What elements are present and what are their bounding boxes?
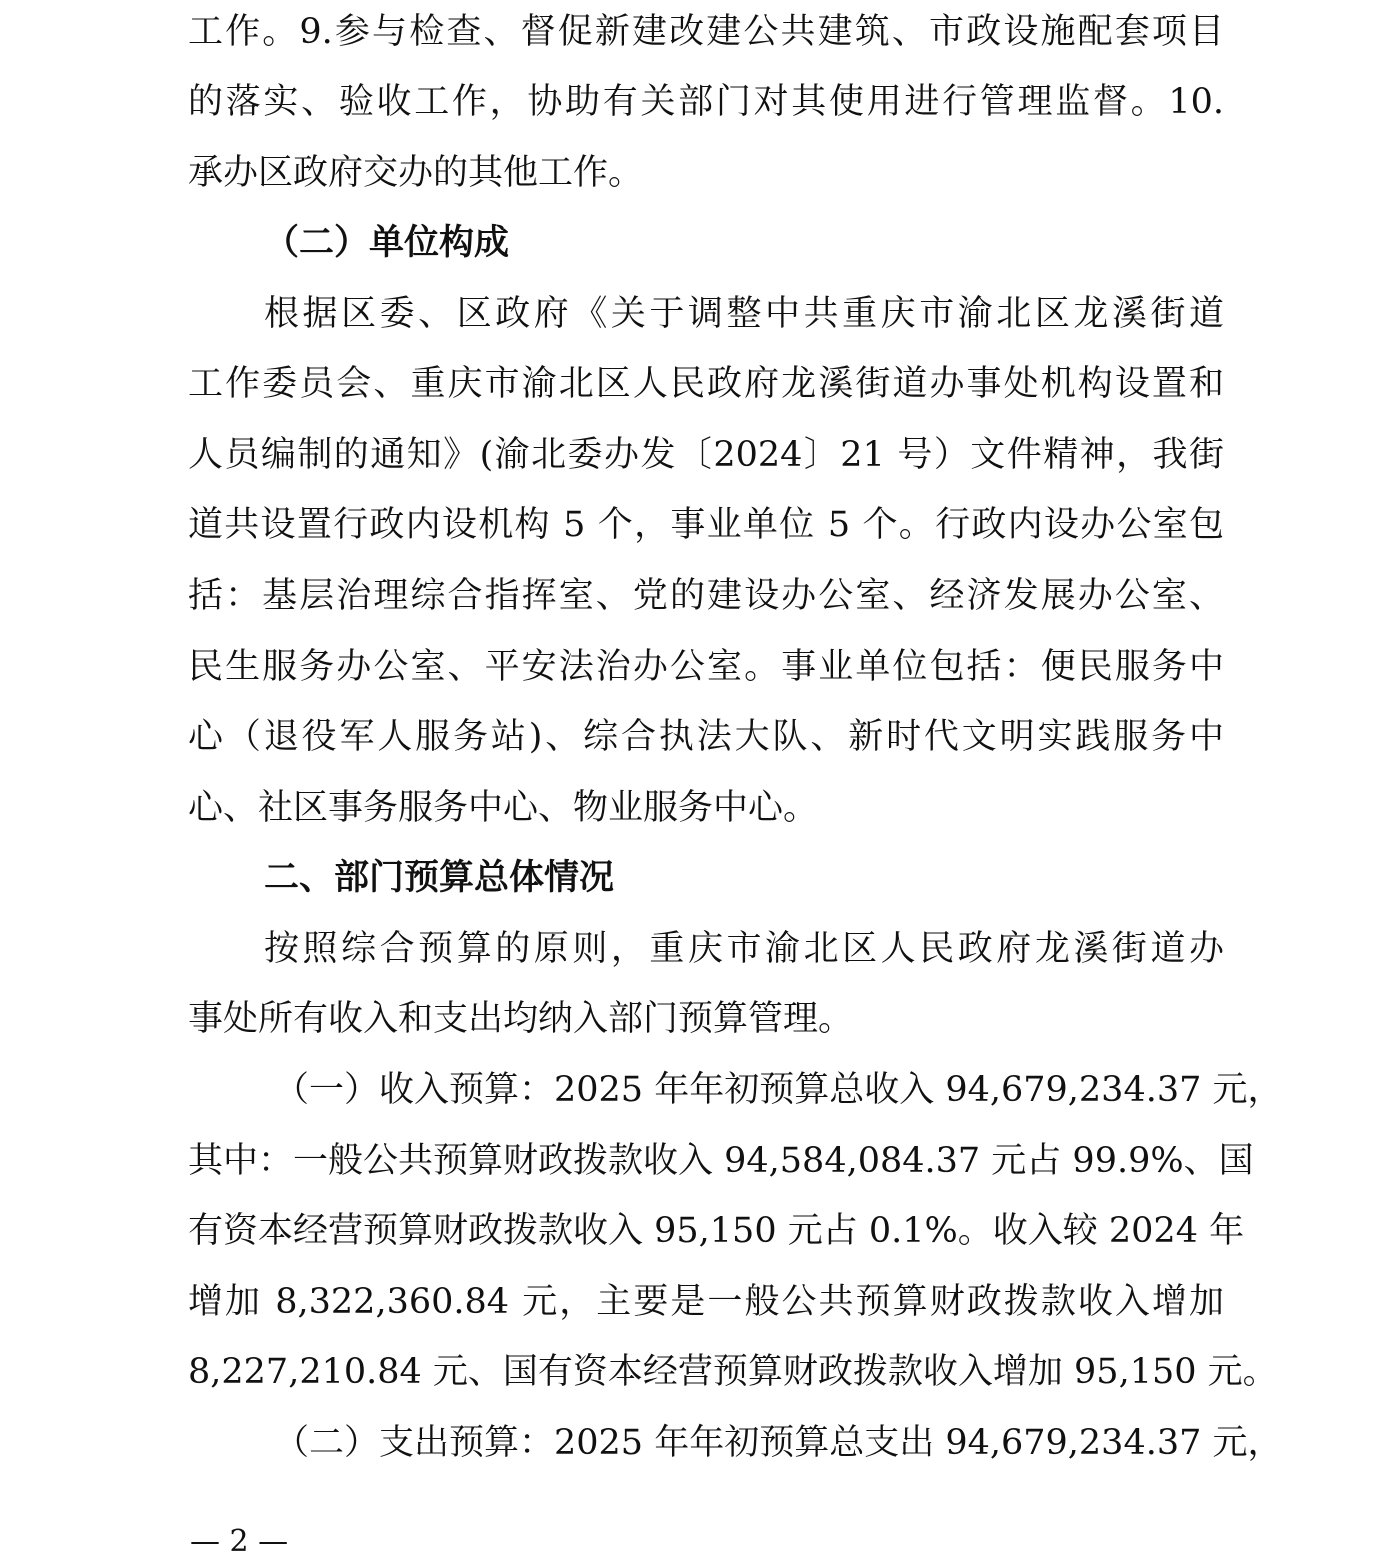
text-line: 按照综合预算的原则，重庆市渝北区人民政府龙溪街道办 [264,929,1224,969]
text-line: 承办区政府交办的其他工作。 [188,153,644,193]
text-line: 的落实、验收工作，协助有关部门对其使用进行管理监督。10. [188,82,1224,122]
text-line: （二）支出预算：2025 年年初预算总支出 94,679,234.37 元， [274,1423,1283,1463]
text-line: 增加 8,322,360.84 元，主要是一般公共预算财政拨款收入增加 [188,1282,1224,1322]
text-line: 括：基层治理综合指挥室、党的建设办公室、经济发展办公室、 [188,576,1224,616]
section-heading: （二）单位构成 [264,222,510,263]
text-line: 心（退役军人服务站)、综合执法大队、新时代文明实践服务中 [188,717,1224,757]
text-line: 工作。9.参与检查、督促新建改建公共建筑、市政设施配套项目 [188,12,1224,52]
text-line: 工作委员会、重庆市渝北区人民政府龙溪街道办事处机构设置和 [188,364,1224,404]
chapter-heading: 二、部门预算总体情况 [264,857,615,898]
page-number: — 2 — [190,1524,289,1559]
text-line: 民生服务办公室、平安法治办公室。事业单位包括：便民服务中 [188,647,1224,687]
text-line: 人员编制的通知》(渝北委办发〔2024〕21 号）文件精神，我街 [188,435,1224,475]
text-line: 道共设置行政内设机构 5 个，事业单位 5 个。行政内设办公室包 [188,505,1224,545]
text-line: （一）收入预算：2025 年年初预算总收入 94,679,234.37 元， [274,1070,1283,1110]
text-line: 8,227,210.84 元、国有资本经营预算财政拨款收入增加 95,150 元。 [188,1352,1278,1392]
text-line: 有资本经营预算财政拨款收入 95,150 元占 0.1%。收入较 2024 年 [188,1211,1245,1251]
text-line: 其中：一般公共预算财政拨款收入 94,584,084.37 元占 99.9%、国 [188,1141,1254,1181]
text-line: 事处所有收入和支出均纳入部门预算管理。 [188,999,854,1039]
text-line: 根据区委、区政府《关于调整中共重庆市渝北区龙溪街道 [264,294,1224,334]
text-line: 心、社区事务服务中心、物业服务中心。 [188,788,819,828]
